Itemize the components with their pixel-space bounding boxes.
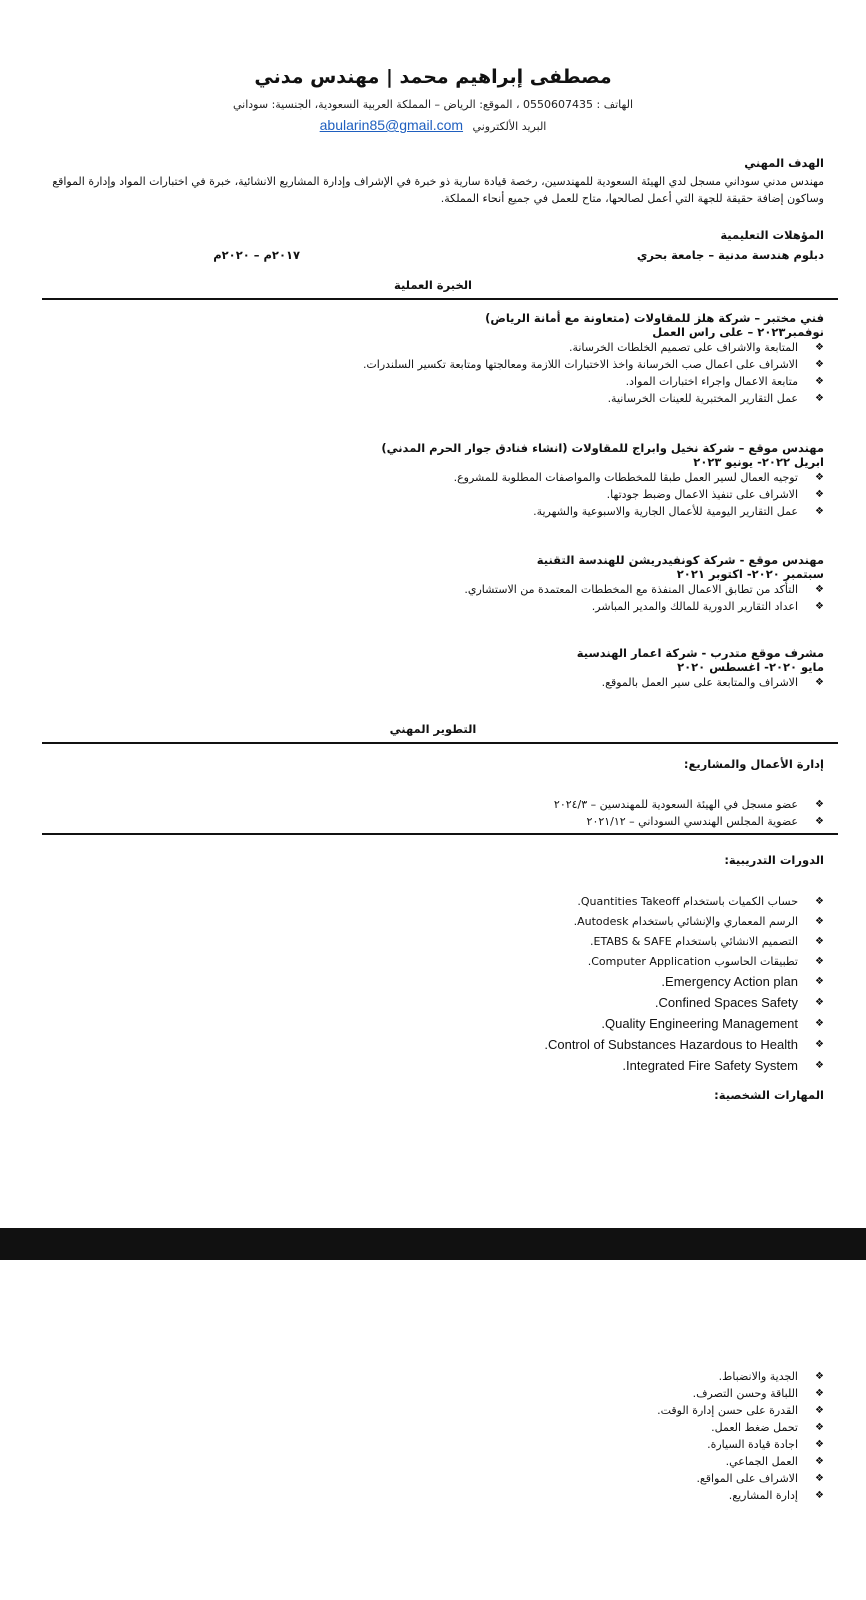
list-item: ❖ الاشراف والمتابعة على سير العمل بالموقع. [601, 676, 824, 689]
list-item: ❖ التأكد من تطابق الاعمال المنفذة مع المخططات المعتمدة من الاستشاري. [464, 583, 824, 596]
skills [34, 1368, 824, 1504]
job-1 [34, 311, 824, 407]
skills-heading: المهارات الشخصية: [714, 1088, 824, 1102]
list-item: ❖ الاشراف على تنفيذ الاعمال وضبط جودتها. [606, 488, 824, 501]
bullet-icon: ❖ [815, 936, 824, 947]
bullet-icon: ❖ [815, 1405, 824, 1416]
job-2 [34, 441, 824, 520]
education-degree: دبلوم هندسة مدنية – جامعة بحري [636, 248, 824, 262]
bullet-icon: ❖ [815, 489, 824, 500]
divider-experience [42, 298, 838, 300]
bullet-icon: ❖ [815, 1456, 824, 1467]
job-3 [34, 553, 824, 615]
bullet-icon: ❖ [815, 816, 824, 827]
job-duties [34, 469, 824, 520]
bullet-icon: ❖ [815, 1018, 824, 1029]
bullet-icon: ❖ [815, 1371, 824, 1382]
bullet-icon: ❖ [815, 359, 824, 370]
resume-name-title: مصطفى إبراهيم محمد | مهندس مدني [254, 66, 612, 88]
courses-list [34, 892, 824, 1077]
courses-heading: الدورات التدريبية: [724, 853, 824, 867]
job-4 [34, 646, 824, 691]
list-item: ❖ Integrated Fire Safety System. [34, 1056, 824, 1077]
objective-text: مهندس مدني سوداني مسجل لدي الهيئة السعودية للمهندسين، رخصة قيادة سارية ذو خبرة في الإشراف وإدارة المشاريع الانشائية، خبرة في اختبارات المواد وإدارة المواقع وساكون إضافة حقيقة للجهة التي أعمل لصالحها، متاح للعمل في جميع أنحاء المملكة. [52, 175, 824, 205]
job-title: مهندس موقع – شركة نخيل وابراج للمقاولات (انشاء فنادق جوار الحرم المدني) [381, 441, 824, 455]
list-item: ❖ Quality Engineering Management. [34, 1014, 824, 1035]
memberships [34, 796, 824, 830]
bullet-icon: ❖ [815, 584, 824, 595]
objective-heading: الهدف المهني [744, 156, 824, 170]
list-item: ❖ القدرة على حسن إدارة الوقت. [657, 1404, 824, 1417]
education-heading: المؤهلات التعليمية [720, 228, 824, 242]
job-title: فني مختبر – شركة هلز للمقاولات (متعاونة مع أمانة الرياض) [485, 311, 824, 325]
job-duties [34, 674, 824, 691]
list-item: ❖ عضوية المجلس الهندسي السوداني – ٢٠٢١/١٢ [586, 815, 824, 828]
job-dates: سبتمبر ٢٠٢٠- اكتوبر ٢٠٢١ [676, 567, 824, 581]
bullet-icon: ❖ [815, 997, 824, 1008]
development-heading: التطوير المهني [389, 722, 477, 736]
list-item: ❖ متابعة الاعمال واجراء اختبارات المواد. [625, 375, 824, 388]
list-item: ❖ اللباقة وحسن التصرف. [692, 1387, 824, 1400]
bullet-icon: ❖ [815, 976, 824, 987]
list-item: ❖ توجيه العمال لسير العمل طبقا للمخططات والمواصفات المطلوبة للمشروع. [453, 471, 824, 484]
job-title: مهندس موقع - شركة كونفيدريشن للهندسة التقنية [536, 553, 824, 567]
bullet-icon: ❖ [815, 1060, 824, 1071]
bullet-icon: ❖ [815, 1473, 824, 1484]
bullet-icon: ❖ [815, 956, 824, 967]
bullet-icon: ❖ [815, 472, 824, 483]
bullet-icon: ❖ [815, 1388, 824, 1399]
list-item: ❖ تطبيقات الحاسوب Computer Application. [34, 952, 824, 972]
job-dates: ابريل ٢٠٢٢- يونيو ٢٠٢٣ [693, 455, 824, 469]
list-item: ❖ Control of Substances Hazardous to Health. [34, 1035, 824, 1056]
list-item: ❖ عمل التقارير اليومية للأعمال الجارية والاسبوعية والشهرية. [533, 505, 824, 518]
contact-line: الهاتف : 0550607435 ، الموقع: الرياض – المملكة العربية السعودية، الجنسية: سوداني [232, 98, 634, 111]
divider-memberships [42, 833, 838, 835]
bullet-icon: ❖ [815, 799, 824, 810]
bullet-icon: ❖ [815, 1439, 824, 1450]
list-item: ❖ العمل الجماعي. [725, 1455, 824, 1468]
bullet-icon: ❖ [815, 1490, 824, 1501]
bullet-icon: ❖ [815, 1422, 824, 1433]
bullet-icon: ❖ [815, 896, 824, 907]
bullet-icon: ❖ [815, 601, 824, 612]
management-heading: إدارة الأعمال والمشاريع: [683, 757, 824, 771]
list-item: ❖ اجادة قيادة السيارة. [707, 1438, 824, 1451]
list-item: ❖ تحمل ضغط العمل. [711, 1421, 824, 1434]
email-link[interactable]: abularin85@gmail.com [319, 117, 464, 133]
education-dates: ٢٠١٧م – ٢٠٢٠م [213, 248, 300, 262]
experience-heading: الخبرة العملية [393, 278, 472, 292]
job-title: مشرف موقع متدرب - شركة اعمار الهندسية [576, 646, 824, 660]
list-item: ❖ التصميم الانشائي باستخدام ETABS & SAFE. [34, 932, 824, 952]
list-item: ❖ حساب الكميات باستخدام Quantities Takeoff. [34, 892, 824, 912]
memberships-list [34, 796, 824, 830]
list-item: ❖ الرسم المعماري والإنشائي باستخدام Autodesk. [34, 912, 824, 932]
bullet-icon: ❖ [815, 1039, 824, 1050]
bullet-icon: ❖ [815, 677, 824, 688]
divider-development [42, 742, 838, 744]
bullet-icon: ❖ [815, 342, 824, 353]
list-item: ❖ عضو مسجل في الهيئة السعودية للمهندسين – ٢٠٢٤/٣ [553, 798, 824, 811]
email-row [0, 117, 866, 133]
page-break-band [0, 1228, 866, 1260]
list-item: ❖ Emergency Action plan. [34, 972, 824, 993]
email-label: البريد الألكتروني [472, 120, 547, 133]
bullet-icon: ❖ [815, 393, 824, 404]
skills-list [34, 1368, 824, 1504]
list-item: ❖ الاشراف على اعمال صب الخرسانة واخذ الاختبارات اللازمة ومعالجتها ومتابعة تكسير السلندرات. [362, 358, 824, 371]
list-item: ❖ الجدية والانضباط. [718, 1370, 824, 1383]
list-item: ❖ إدارة المشاريع. [728, 1489, 824, 1502]
list-item: ❖ الاشراف على المواقع. [696, 1472, 824, 1485]
job-dates: مايو ٢٠٢٠- اغسطس ٢٠٢٠ [677, 660, 824, 674]
bullet-icon: ❖ [815, 506, 824, 517]
list-item: ❖ عمل التقارير المختبرية للعينات الخرسانية. [607, 392, 824, 405]
courses [34, 892, 824, 1077]
bullet-icon: ❖ [815, 376, 824, 387]
job-dates: نوفمبر٢٠٢٣ – على راس العمل [652, 325, 824, 339]
list-item: ❖ اعداد التقارير الدورية للمالك والمدير المباشر. [591, 600, 824, 613]
job-duties [34, 581, 824, 615]
job-duties [34, 339, 824, 407]
bullet-icon: ❖ [815, 916, 824, 927]
list-item: ❖ المتابعة والاشراف على تصميم الخلطات الخرسانة. [568, 341, 824, 354]
list-item: ❖ Confined Spaces Safety. [34, 993, 824, 1014]
